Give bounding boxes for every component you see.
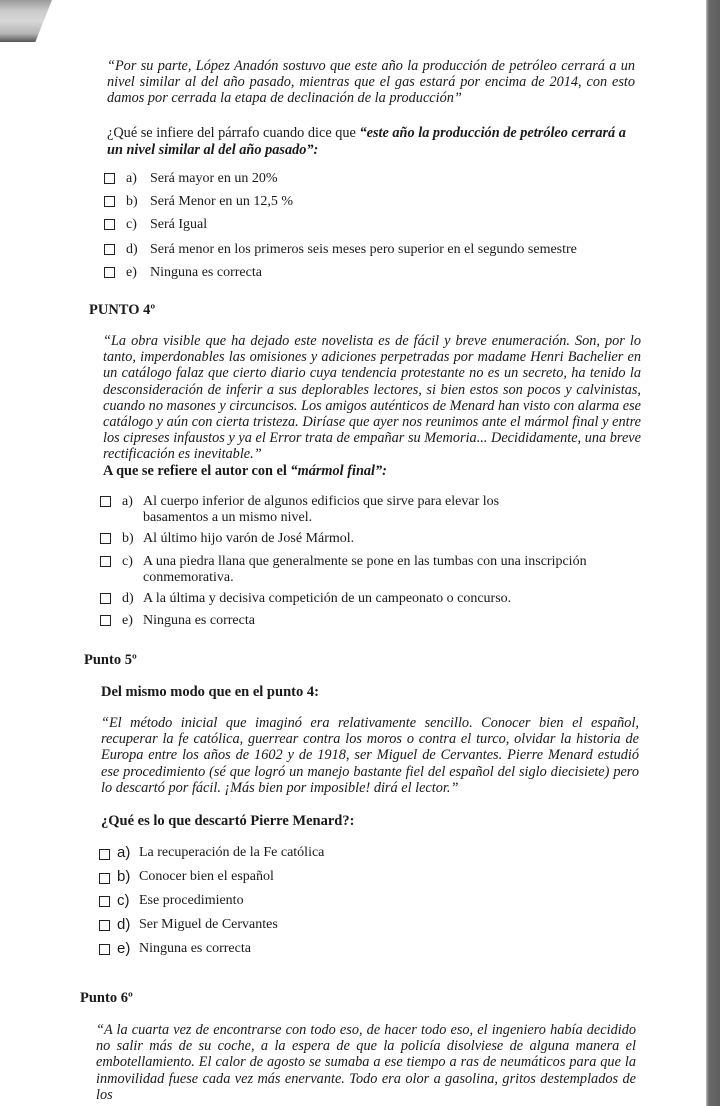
checkbox-icon[interactable] [100, 593, 111, 604]
checkbox-icon[interactable] [104, 267, 115, 278]
section4-heading: PUNTO 4º [89, 302, 156, 318]
section3-quote: “Por su parte, López Anadón sostuvo que este año la producción de petróleo cerrará a un nivel similar al del año pasado, mientras que el gas estará por encima de 2014, con esto damos por cerrada la etapa de declinación de la producción” [107, 58, 635, 107]
checkbox-icon[interactable] [104, 173, 115, 184]
checkbox-icon[interactable] [99, 849, 110, 860]
section3-option-e[interactable]: e) Ninguna es correcta [104, 265, 262, 281]
section4-option-a[interactable]: a) Al cuerpo inferior de algunos edificios que sirve para elevar los basamentos a un mismo nivel. [100, 494, 499, 526]
section5-subheading: Del mismo modo que en el punto 4: [101, 684, 319, 700]
checkbox-icon[interactable] [99, 896, 110, 907]
checkbox-icon[interactable] [104, 219, 115, 230]
section5-question: ¿Qué es lo que descartó Pierre Menard?: [101, 813, 355, 829]
checkbox-icon[interactable] [104, 244, 115, 255]
section3-option-b[interactable]: b) Será Menor en un 12,5 % [104, 194, 293, 210]
section4-question [103, 463, 633, 480]
section4-option-b[interactable]: b) Al último hijo varón de José Mármol. [100, 531, 354, 547]
checkbox-icon[interactable] [104, 196, 115, 207]
section3-option-d[interactable]: d) Será menor en los primeros seis meses pero superior en el segundo semestre [104, 242, 577, 258]
section5-option-c[interactable]: c) Ese procedimiento [99, 893, 244, 909]
checkbox-icon[interactable] [100, 556, 111, 567]
checkbox-icon[interactable] [100, 496, 111, 507]
section5-option-d[interactable]: d) Ser Miguel de Cervantes [99, 917, 278, 933]
section3-question-prefix: ¿Qué se infiere del párrafo cuando dice que [107, 125, 360, 141]
section6-heading: Punto 6º [80, 990, 133, 1006]
section4-option-c[interactable]: c) A una piedra llana que generalmente se pone en las tumbas con una inscripción conmemorativa. [100, 554, 587, 586]
section4-quote: “La obra visible que ha dejado este novelista es de fácil y breve enumeración. Son, por lo tanto, imperdonables las omisiones y adiciones perpetradas por madame Henri Bachelier en un catálogo falaz que cierto diario cuya tendencia protestante no es un secreto, ha tenido la desconsideración de inferir a sus deplorables lectores, si bien estos son pocos y calvinistas, cuando no masones y circuncisos. Los amigos auténticos de Menard han visto con alarma ese catálogo y aún con cierta tristeza. Diríase que ayer nos reunimos ante el mármol final y entre los cipreses infaustos y ya el Error trata de empañar su Memoria... Decididamente, una breve rectificación es inevitable.” [103, 333, 641, 463]
section5-option-b[interactable]: b) Conocer bien el español [99, 869, 274, 885]
section5-quote: “El método inicial que imaginó era relativamente sencillo. Conocer bien el español, recuperar la fe católica, guerrear contra los moros o contra el turco, olvidar la historia de Europa entre los años de 1602 y de 1918, ser Miguel de Cervantes. Pierre Menard estudió ese procedimiento (sé que logró un manejo bastante fiel del español del siglo diecisiete) pero lo descartó por fácil. ¡Más bien por imposible! dirá el lector.” [101, 715, 639, 796]
checkbox-icon[interactable] [100, 533, 111, 544]
section6-quote: “A la cuarta vez de encontrarse con todo eso, de hacer todo eso, el ingeniero había decidido no salir más de su coche, a la espera de que la policía disolviese de alguna manera el embotellamiento. El calor de agosto se sumaba a ese tiempo a ras de neumáticos para que la inmovilidad fuese cada vez más enervante. Todo era olor a gasolina, gritos destemplados de los [96, 1022, 636, 1103]
checkbox-icon[interactable] [99, 873, 110, 884]
scan-corner-artifact [0, 0, 52, 42]
checkbox-icon[interactable] [99, 944, 110, 955]
section5-heading: Punto 5º [84, 652, 137, 668]
section3-question-emphasis: “este año la producción de petróleo cerrará a un nivel similar al del año pasado”: [107, 125, 626, 158]
checkbox-icon[interactable] [99, 920, 110, 931]
section4-option-d[interactable]: d) A la última y decisiva competición de un campeonato o concurso. [100, 591, 511, 607]
section3-question [107, 125, 637, 159]
section5-option-e[interactable]: e) Ninguna es correcta [99, 941, 251, 957]
section4-option-e[interactable]: e) Ninguna es correcta [100, 613, 255, 629]
section3-option-a[interactable]: a) Será mayor en un 20% [104, 171, 278, 187]
section5-option-a[interactable]: a) La recuperación de la Fe católica [99, 845, 324, 861]
checkbox-icon[interactable] [100, 615, 111, 626]
section4-question-prefix: A que se refiere el autor con el [103, 463, 291, 479]
section3-option-c[interactable]: c) Será Igual [104, 217, 207, 233]
scan-edge-shadow [706, 0, 720, 1106]
section4-question-emphasis: “mármol final”: [290, 463, 387, 479]
